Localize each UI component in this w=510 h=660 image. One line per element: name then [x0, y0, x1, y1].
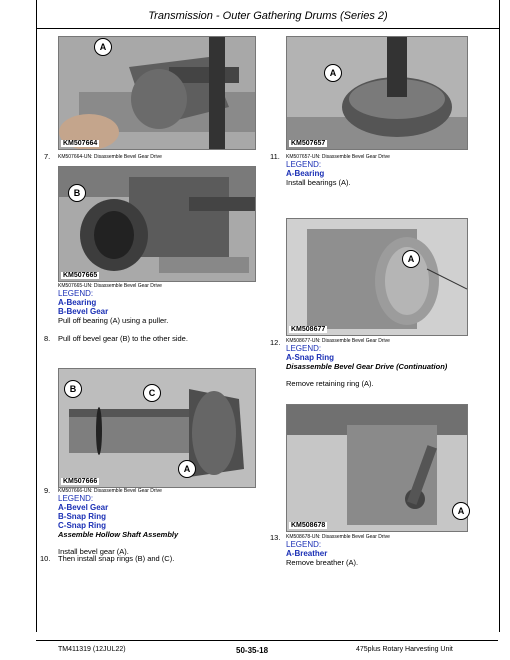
step-number: 12.: [270, 338, 281, 347]
step-instruction: Install bevel gear (A).: [58, 547, 129, 556]
breather-illustration: [287, 405, 467, 531]
legend-label: LEGEND:: [58, 494, 94, 503]
step-11-detail: [286, 154, 390, 187]
step-instruction: Install bearings (A).: [286, 178, 351, 187]
photo-km508677: [286, 218, 468, 336]
callout-b: B: [68, 184, 86, 202]
step-instruction: Then install snap rings (B) and (C).: [58, 554, 175, 563]
step-number: 10.: [40, 554, 51, 563]
bearing-install-illustration: [287, 37, 467, 149]
legend-item: C-Snap Ring: [58, 521, 106, 530]
legend-item: A-Breather: [286, 549, 328, 558]
step-number: 13.: [270, 533, 281, 542]
step-12-detail: [286, 338, 447, 388]
photo-caption: KM507665-UN: Disassemble Bevel Gear Drive: [58, 283, 162, 289]
photo-caption: KM508677-UN: Disassemble Bevel Gear Drive: [286, 338, 390, 344]
photo-km507665: [58, 166, 256, 282]
step-9-detail: [58, 488, 178, 556]
legend-item: A-Bearing: [286, 169, 325, 178]
photo-id: KM507666: [63, 478, 98, 485]
page-title: Transmission - Outer Gathering Drums (Series 2): [148, 10, 388, 22]
step-instruction: Pull off bearing (A) using a puller.: [58, 316, 169, 325]
section-heading: Assemble Hollow Shaft Assembly: [58, 530, 179, 539]
legend-label: LEGEND:: [286, 160, 322, 169]
photo-id: KM507664: [63, 140, 98, 147]
callout-a: A: [324, 64, 342, 82]
step-13-detail: [286, 534, 390, 567]
step-instruction: Remove breather (A).: [286, 558, 359, 567]
footer-doc-id: TM411319 (12JUL22): [58, 646, 126, 653]
photo-id: KM508677: [291, 326, 326, 333]
callout-a: A: [452, 502, 470, 520]
photo-caption: KM507657-UN: Disassemble Bevel Gear Drive: [286, 154, 390, 160]
step-number: 11.: [270, 152, 280, 161]
photo-caption: KM507666-UN: Disassemble Bevel Gear Drive: [58, 488, 162, 494]
callout-a: A: [94, 38, 112, 56]
photo-id: KM507665: [63, 272, 98, 279]
step-number: 9.: [44, 486, 51, 495]
legend-item: A-Bearing: [58, 298, 97, 307]
section-heading: Disassemble Bevel Gear Drive (Continuation): [286, 362, 448, 371]
photo-km507664: [58, 36, 256, 150]
step-number: 8.: [44, 334, 51, 343]
step-instruction: Remove retaining ring (A).: [286, 379, 374, 388]
photo-id: KM507657: [291, 140, 326, 147]
snap-ring-illustration: [287, 219, 467, 335]
legend-item: A-Snap Ring: [286, 353, 334, 362]
photo-id: KM508678: [291, 522, 326, 529]
legend-item: A-Bevel Gear: [58, 503, 109, 512]
footer-page-number: 50-35-18: [236, 646, 269, 655]
footer-divider: [36, 640, 498, 641]
legend-item: B-Bevel Gear: [58, 307, 109, 316]
legend-label: LEGEND:: [286, 540, 322, 549]
legend-item: B-Snap Ring: [58, 512, 106, 521]
bevel-gear-illustration: [59, 167, 255, 281]
callout-a: A: [402, 250, 420, 268]
photo-km507657: [286, 36, 468, 150]
photo-km508678: [286, 404, 468, 532]
legend-label: LEGEND:: [286, 344, 322, 353]
step-instruction: Pull off bevel gear (B) to the other side.: [58, 334, 188, 343]
bearing-puller-illustration: [59, 37, 255, 149]
callout-a: A: [178, 460, 196, 478]
legend-label: LEGEND:: [58, 289, 94, 298]
photo-caption: KM507664-UN: Disassemble Bevel Gear Drive: [58, 154, 162, 160]
callout-c: C: [143, 384, 161, 402]
photo-caption: KM508678-UN: Disassemble Bevel Gear Drive: [286, 534, 390, 540]
footer-product: 475plus Rotary Harvesting Unit: [356, 646, 453, 653]
step-7-detail: [58, 283, 168, 325]
step-number: 7.: [44, 152, 51, 161]
callout-b: B: [64, 380, 82, 398]
